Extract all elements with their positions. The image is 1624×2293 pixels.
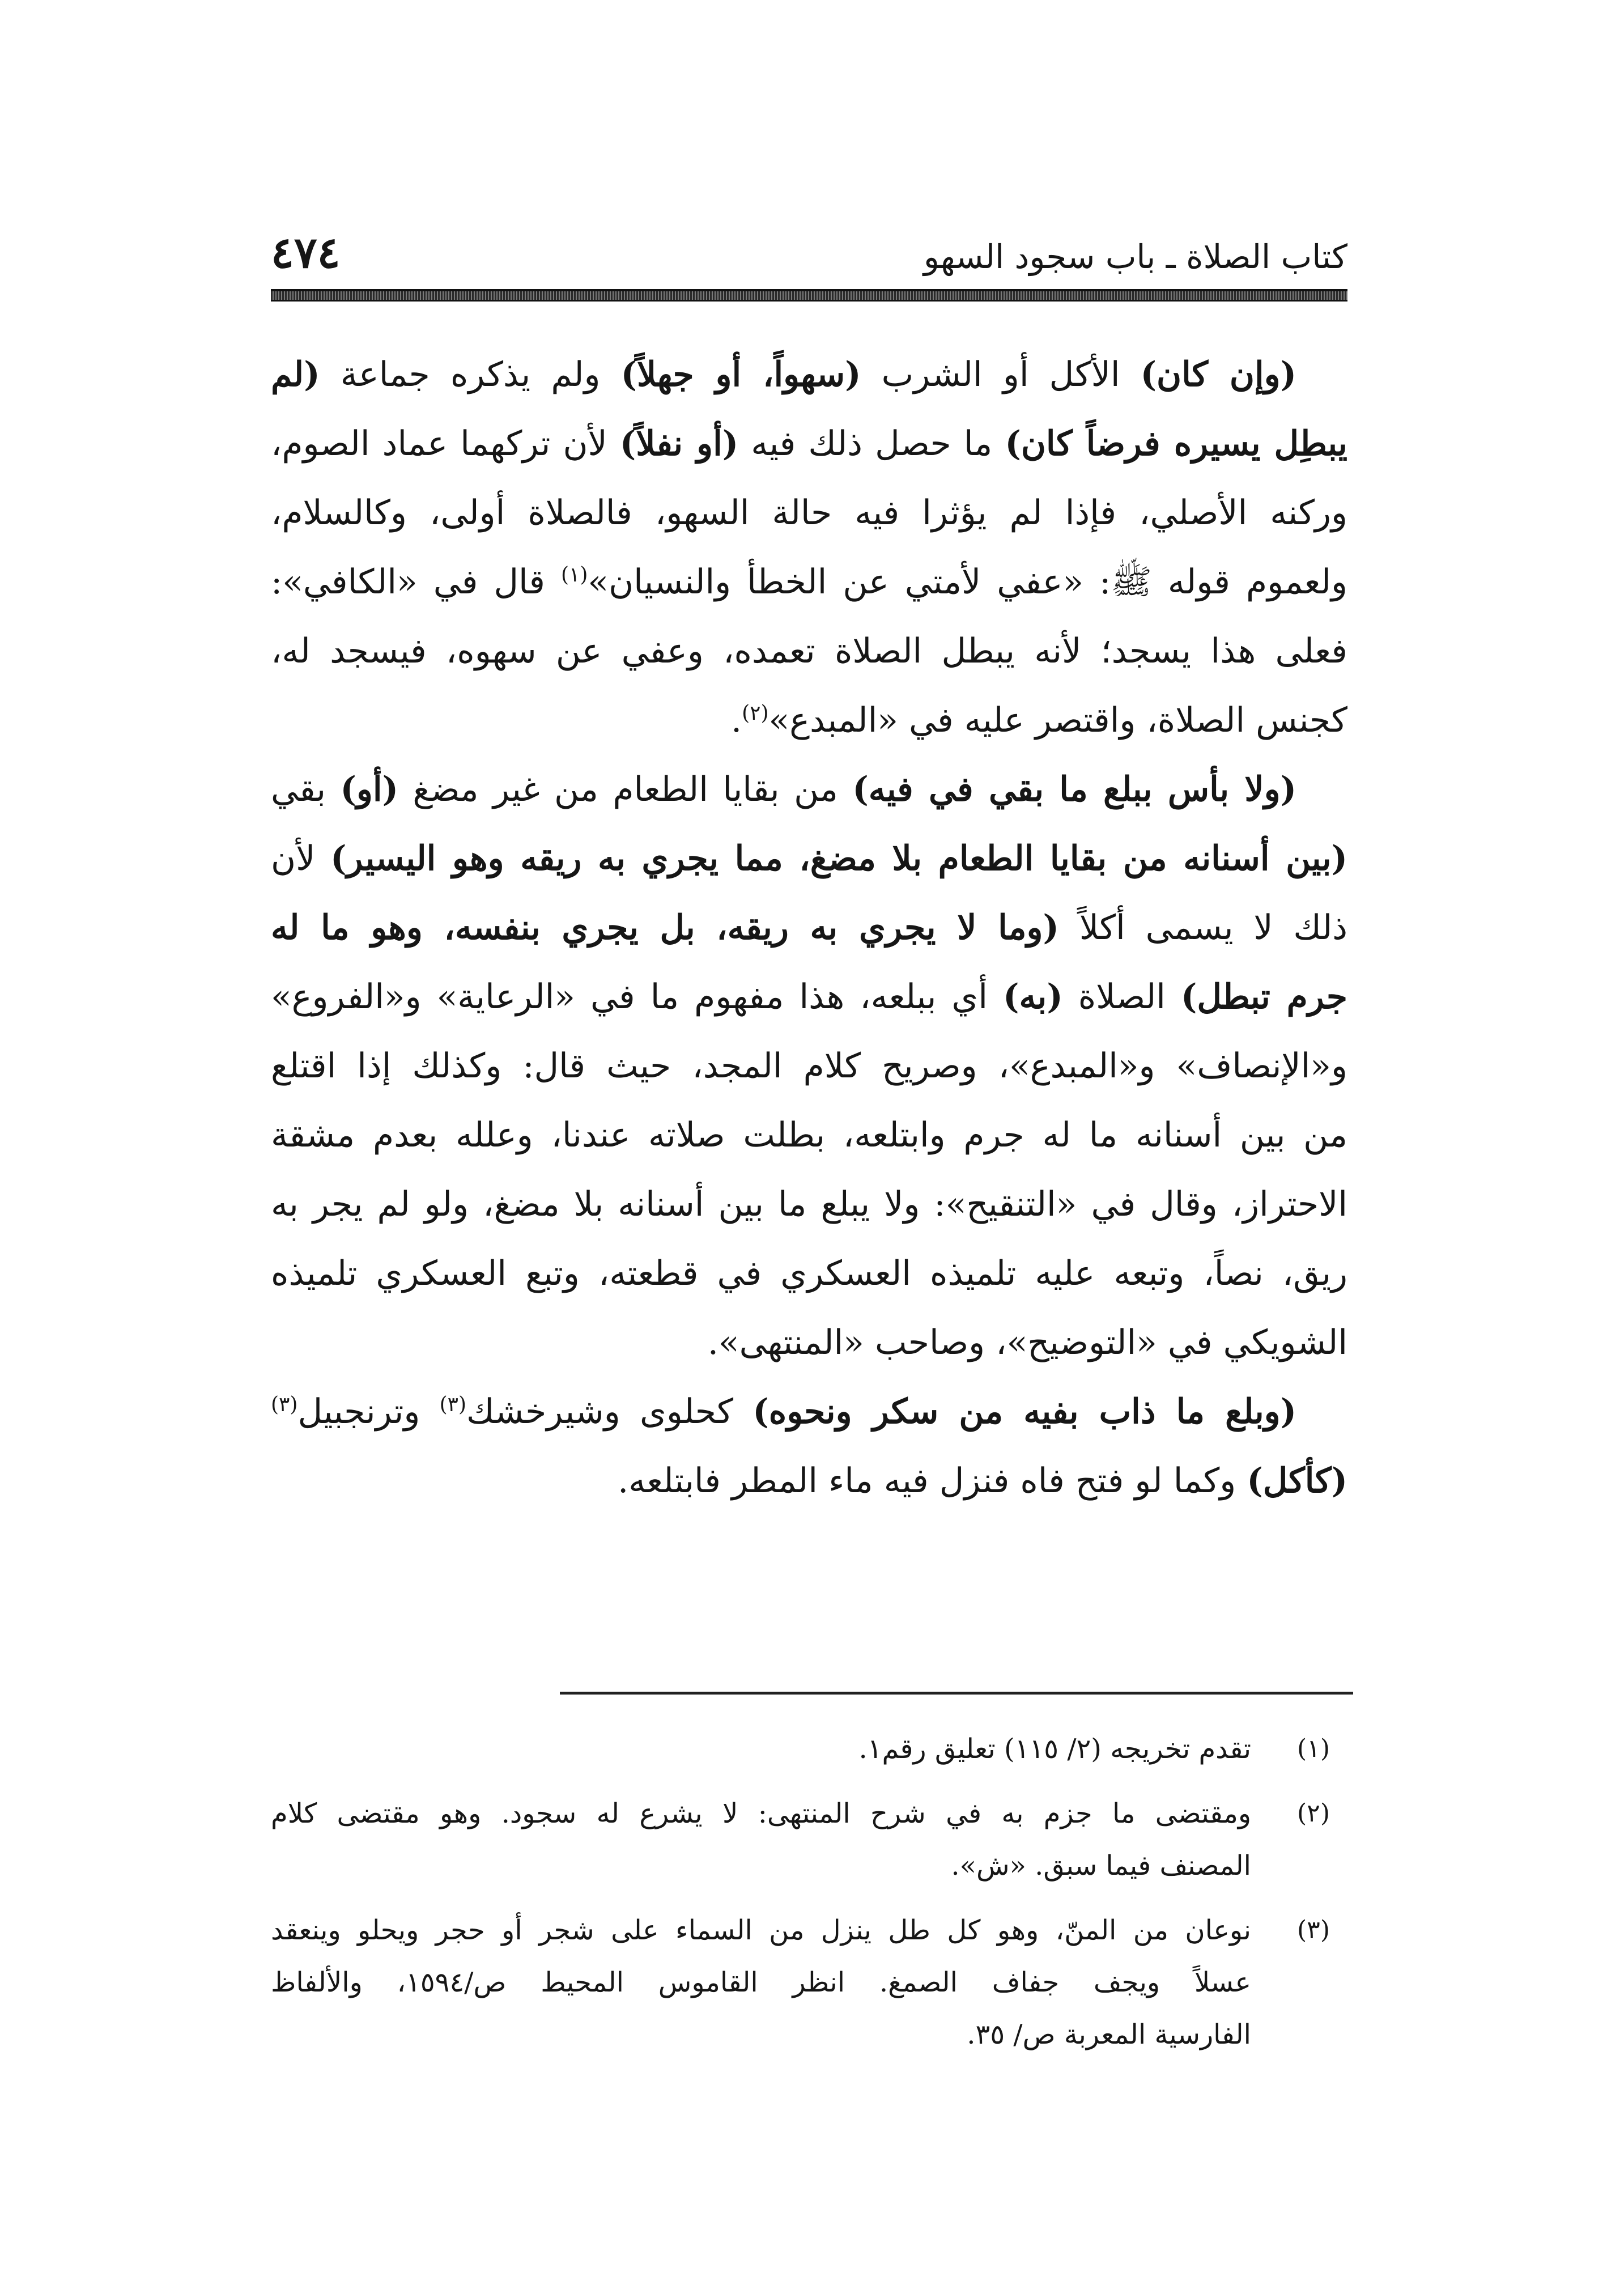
main-text <box>271 340 1347 1515</box>
text-line: (وإن كان) الأكل أو الشرب (سهواً، أو جهلاً) ولم يذكره جماعة (لم <box>271 355 1296 394</box>
text-line: (كأكل) وكما لو فتح فاه فنزل فيه ماء المطر فابتلعه. <box>618 1461 1347 1501</box>
page-number: ٤٧٤ <box>271 227 341 278</box>
text-segment: ولعموم قوله ﷺ: «عفي لأمتي عن الخطأ والنسيان» <box>588 562 1347 602</box>
text-line: (ولا بأس ببلع ما بقي في فيه) من بقايا الطعام من غير مضغ (أو) بقي <box>271 770 1296 809</box>
text-segment: قال في «الكافي»: <box>271 562 561 602</box>
text-segment: كجنس الصلاة، واقتصر عليه في «المبدع» <box>768 700 1347 740</box>
chapter-title: كتاب الصلاة ـ باب سجود السهو <box>923 237 1347 276</box>
text-segment: وترنجبيل <box>297 1392 440 1432</box>
text-segment: (وبلع ما ذاب بفيه من سكر ونحوه) كحلوى وشيرخشك <box>466 1392 1297 1432</box>
text-line: و«الإنصاف» و«المبدع»، وصريح كلام المجد، حيث قال: وكذلك إذا اقتلع <box>271 1046 1347 1086</box>
footnote-line: تقدم تخريجه (٢/ ١١٥) تعليق رقم١. <box>858 1733 1251 1765</box>
text-line: ريق، نصاً، وتبعه عليه تلميذه العسكري في قطعته، وتبع العسكري تلميذه <box>271 1254 1347 1293</box>
footnote-separator <box>560 1692 1353 1695</box>
footnote-ref: (٢) <box>742 702 769 725</box>
footnote-line: عسلاً ويجف جفاف الصمغ. انظر القاموس المحيط ص/١٥٩٤، والألفاظ <box>271 1967 1251 1998</box>
text-line: ذلك لا يسمى أكلاً (وما لا يجري به ريقه، بل يجري بنفسه، وهو ما له <box>271 908 1347 948</box>
footnote-line: المصنف فيما سبق. «ش». <box>951 1850 1251 1882</box>
footnote-line: ومقتضى ما جزم به في شرح المنتهى: لا يشرع له سجود. وهو مقتضى كلام <box>271 1798 1251 1829</box>
footnote-ref: (٣) <box>271 1393 298 1416</box>
header-rule <box>271 289 1347 302</box>
text-line: جرم تبطل) الصلاة (به) أي ببلعه، هذا مفهوم ما في «الرعاية» و«الفروع» <box>271 977 1347 1017</box>
text-line <box>271 1377 1347 1446</box>
text-line <box>271 686 1347 755</box>
footnote-ref: (٣) <box>439 1393 467 1416</box>
footnote-number: (٣) <box>1297 1916 1330 1944</box>
footnote-line: الفارسية المعربة ص/ ٣٥. <box>967 2019 1251 2050</box>
footnote-number: (١) <box>1297 1734 1330 1763</box>
text-line: يبطِل يسيره فرضاً كان) ما حصل ذلك فيه (أو نفلاً) لأن تركهما عماد الصوم، <box>271 424 1347 464</box>
text-line: وركنه الأصلي، فإذا لم يؤثرا فيه حالة السهو، فالصلاة أولى، وكالسلام، <box>271 493 1347 533</box>
text-line: من بين أسنانه ما له جرم وابتلعه، بطلت صلاته عندنا، وعلله بعدم مشقة <box>271 1115 1347 1155</box>
text-line: الشويكي في «التوضيح»، وصاحب «المنتهى». <box>707 1323 1347 1362</box>
footnote <box>271 1787 1347 1892</box>
footnote-line: نوعان من المنّ، وهو كل طل ينزل من السماء على شجر أو حجر ويحلو وينعقد <box>271 1914 1251 1946</box>
footnote <box>271 1904 1347 2061</box>
text-line: الاحتراز، وقال في «التنقيح»: ولا يبلع ما بين أسنانه بلا مضغ، ولو لم يجر به <box>271 1184 1347 1224</box>
text-line: فعلى هذا يسجد؛ لأنه يبطل الصلاة تعمده، وعفي عن سهوه، فيسجد له، <box>271 631 1347 671</box>
footnotes <box>271 1723 1347 2061</box>
text-line: (بين أسنانه من بقايا الطعام بلا مضغ، مما يجري به ريقه وهو اليسير) لأن <box>271 839 1347 878</box>
text-segment: . <box>730 700 742 740</box>
text-line <box>271 547 1347 617</box>
footnote-number: (٢) <box>1297 1799 1330 1828</box>
running-header <box>271 224 1347 286</box>
footnote-ref: (١) <box>560 563 588 587</box>
footnote <box>271 1723 1347 1775</box>
